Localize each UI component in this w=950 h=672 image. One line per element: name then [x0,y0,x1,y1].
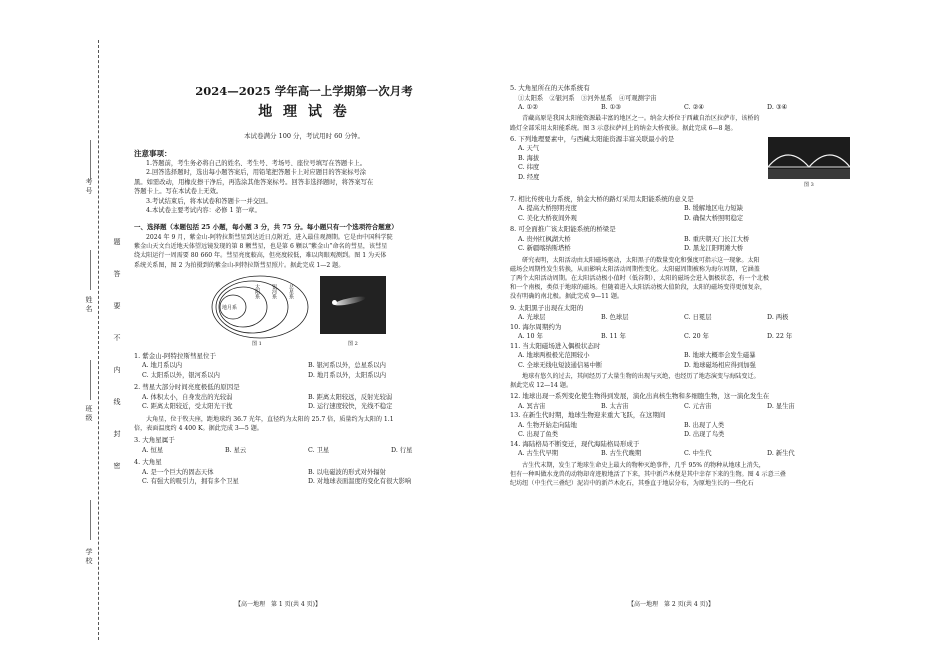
intro-line: 磁场会周期性发生转换，从而影响太阳活动周期性变化。太阳磁周期被称为海尔周期，它涵盖 [510,265,760,273]
intro-line: 纪坊纽（中生代三叠纪）泥岩中的新芦木化石，其垂直于地层分布，为原地生长的一些化石 [510,480,754,488]
question-stem: 11. 当太阳磁场进入偶极状态时 [510,341,601,350]
option-b[interactable]: B. 太古宙 [601,403,629,411]
intro-line: 路灯全部采用太阳能系统。图 3 示意拉萨河上的纳金大桥夜景。据此完成 6—8 题。 [510,124,737,132]
option-b[interactable]: B. 以电磁波的形式对外辐射 [308,468,386,476]
intro-line: 但有一种叫做水龙兽的动物却奇迹般地活了下来，其中新芦木便是其中幸存下来的生物。图 4 示意三叠 [510,471,786,479]
option-a[interactable]: A. 地月系以内 [142,362,183,370]
right-page [510,84,850,488]
subject-title: 地 理 试 卷 [258,104,350,120]
question-stem: 3. 大角星属于 [134,435,175,444]
notice-item: 2.回答选择题时，选出每小题答案后，用铅笔把答题卡上对应题目的答案标号涂 [146,169,367,177]
intro-line: 紫金山天文台近地天体望远镜发现的第 8 颗彗星，也是第 6 颗以“紫金山”命名的彗星，该彗星 [134,243,388,251]
notices-list [134,159,474,215]
option-d[interactable]: D. 22 年 [767,333,793,341]
intro-line: 绕太阳运行一周需要 80 660 年。彗星亮度較高，但亮度较低，难以肉眼观测到。图 1 为天体 [134,252,387,260]
exam-number-line [90,140,91,180]
school-label: 学校 [85,548,93,566]
question-stem: 6. 下列地理要素中，与西藏太阳能资源丰富关联最小的是 [510,134,675,143]
notice-item: 4.本试卷主要考试内容：必修 1 第一章。 [146,207,261,215]
binding-strip [0,0,121,672]
option-b[interactable]: B. 地球大概率会发生磁暴 [684,352,756,360]
notice-item: 3.考试结束后，将本试卷和答题卡一并交回。 [146,197,272,205]
option-d[interactable]: D. 地月系以外，太阳系以内 [308,371,387,379]
seal-char: 题 [113,238,121,247]
option-d[interactable]: D. 两极 [767,314,789,322]
sun-intro [510,256,850,302]
question-2 [134,383,474,411]
option-d[interactable]: D. 经度 [518,173,540,181]
option-b[interactable]: B. 缓解地区电力短缺 [684,205,744,213]
fig1-label-milky: 银河系 [271,283,277,299]
intro-line: 研究表明，太阳活动由太阳磁场驱动，太阳黑子的数量变化和强度可指示这一现象。太阳 [522,256,760,264]
question-8 [510,225,850,253]
option-d[interactable]: D. 确保大桥照明稳定 [684,214,744,222]
comet-tail [334,294,367,307]
intro-line: 倍，表面温度约 4 400 K。据此完成 3—5 题。 [134,424,263,432]
intro-line: 青藏高原是我国太阳能资源最丰富的地区之一。纳金大桥位于西藏自治区拉萨市，该桥的 [522,115,760,123]
option-c[interactable]: C. 全球无线电短波通信易中断 [518,361,603,369]
class-line [90,360,91,400]
seal-char: 答 [113,270,121,279]
figures-row [134,274,474,348]
option-d[interactable]: D. 行星 [391,446,413,454]
name-label: 姓名 [85,296,93,314]
notice-item: 黑。如需改动，用橡皮擦干净后，再选涂其他答案标号。回答非选择题时，将答案写在 [134,178,374,186]
option-a[interactable]: A. 10 年 [518,333,543,341]
option-c[interactable]: C. 有强大的吸引力，拥有多个卫星 [142,477,239,485]
figure-3-caption: 图 3 [804,181,814,188]
option-c[interactable]: C. 元古宙 [684,403,712,411]
intro-line: 地球有悠久的过去，其间经历了大量生物的出现与灭绝，也经历了地态演变与海陆变迁。 [522,373,760,381]
option-a[interactable]: A. 提高大桥照明亮度 [518,205,577,213]
extinction-intro [510,461,850,489]
option-b[interactable]: B. 距离太阳较远，反射光较弱 [308,393,393,401]
intro-line: 大角星，位于牧夫座，距地球约 36.7 光年，直径约为太阳的 25.7 倍，质量约为太阳的 1.1 [146,415,394,423]
question-stem: 12. 地球出现一系列变化使生物得到发展，演化出真核生物和多细胞生物，这一演化发生在 [510,392,770,401]
option-a[interactable]: A. 古生代早期 [518,450,559,458]
seal-char: 线 [113,398,121,407]
score-line: 本试卷满分 100 分，考试用时 60 分钟。 [244,132,364,140]
option-d[interactable]: D. 出现了鸟类 [684,431,725,439]
earth-intro [510,372,850,390]
seal-char: 内 [113,366,121,375]
star-intro [134,415,474,433]
notices-heading: 注意事项： [134,149,172,158]
option-b[interactable]: B. 色球层 [601,314,629,322]
comet-head [332,300,337,305]
footer-left: 【高一地理 第 1 页(共 4 页)】 [235,601,321,608]
figure-2-comet-photo [320,276,386,334]
intro-line: 2024 年 9 月，紫金山-阿特拉斯彗星到达近日点附近，进入最佳观测期。它是由中国科学院 [146,233,393,241]
question-stem: 8. 可全面推广该太阳能系统的桥梁是 [510,225,616,234]
question-6 [510,135,850,193]
question-stem: 1. 紫金山-阿特拉斯彗星位于 [134,351,216,360]
option-c[interactable]: C. 美化大桥夜间外观 [518,214,577,222]
option-c[interactable]: C. 20 年 [684,333,709,341]
question-stem: 7. 相比传统电力系统，纳金大桥的路灯采用太阳能系统的意义是 [510,194,694,203]
class-label: 班级 [85,405,93,423]
option-c[interactable]: C. 新疆喀纳斯塔桥 [518,245,571,253]
option-c[interactable]: C. 卫星 [308,446,330,454]
fig1-label-total: 总星系 [288,283,294,299]
option-b[interactable]: B. 重庆朝天门长江大桥 [684,235,750,243]
question-12 [510,392,850,411]
question-items: ①太阳系 ②银河系 ③河外星系 ④可观测宇宙 [518,94,657,102]
bridge-arches [768,137,850,179]
binding-dash-line [98,40,99,640]
intro-line: 和一个南极，类似于地球的磁场。但随着进入太阳活动极大值阶段，太阳的磁场变得更加复杂， [510,284,766,292]
option-c[interactable]: C. 太阳系以外，银河系以内 [142,371,220,379]
option-a[interactable]: A. 恒星 [142,446,164,454]
intro-line: 系统关系图，图 2 为拍摄到的紫金山-阿特拉斯彗星照片。据此完成 1—2 题。 [134,261,345,269]
question-14 [510,440,850,459]
name-line [90,250,91,290]
option-c[interactable]: C. 纬度 [518,164,540,172]
question-9 [510,304,850,323]
question-stem: 2. 彗星大部分时间亮度极低的原因是 [134,383,240,392]
option-a[interactable]: A. 贵州红枫湖大桥 [518,235,571,243]
option-a[interactable]: A. 生物开始走向陆地 [518,422,577,430]
option-c[interactable]: C. 距离太阳较近，受太阳光干扰 [142,403,233,411]
notice-item: 1.答题前，考生务必将自己的姓名、考生号、考场号、座位号填写在答题卡上。 [146,160,367,167]
option-a[interactable]: A. 光球层 [518,314,546,322]
fig1-label-solar: 太阳系 [254,283,260,299]
question-11 [510,342,850,370]
question-13 [510,411,850,439]
option-d[interactable]: D. 黑龙江阳明滩大桥 [684,245,744,253]
option-c[interactable]: C. ②④ [684,104,704,111]
intro-line: 没有明确的南北极。据此完成 9—11 题。 [510,293,624,301]
question-1 [134,352,474,380]
question-4 [134,458,474,486]
option-d[interactable]: D. 运行速度较快，光线不稳定 [308,403,393,411]
option-c[interactable]: C. 日冕层 [684,314,712,322]
comet-intro [134,233,474,270]
exam-number-label: 考号 [85,178,93,196]
seal-char: 封 [113,430,121,439]
option-a[interactable]: A. 地球两极极光范围较小 [518,352,590,360]
question-5 [510,84,850,112]
option-b[interactable]: B. 星云 [225,446,247,454]
notice-item: 答题卡上。写在本试卷上无效。 [134,188,223,196]
option-b[interactable]: B. 海拔 [518,154,540,162]
option-b[interactable]: B. 银河系以外，总星系以内 [308,362,386,370]
intro-line: 古生代末期，发生了地球生命史上最大的物种灭绝事件，几乎 95% 的物种从地球上消失， [522,461,765,469]
school-line [90,500,91,540]
option-a[interactable]: A. 是一个巨大的固态天体 [142,468,214,476]
option-d[interactable]: D. 显生宙 [767,403,795,411]
question-stem: 13. 在新生代时期，地球生物迎来重大飞跃，在这期间 [510,411,666,420]
footer-right: 【高一地理 第 2 页(共 4 页)】 [628,601,714,608]
question-stem: 10. 海尔周期约为 [510,322,562,331]
option-d[interactable]: D. 对地球表面温度的变化有很大影响 [308,477,412,485]
fig1-label-earth-moon: 地月系 [222,304,238,311]
section1-heading: 一、选择题（本题包括 25 小题，每小题 3 分，共 75 分。每小题只有一个选项符合题意） [134,223,398,232]
option-b[interactable]: B. 古生代晚期 [601,450,642,458]
question-stem: 9. 太阳黑子出现在太阳的 [510,303,584,312]
question-3 [134,436,474,455]
question-stem: 14. 海陆格局不断变迁，现代海陆格局形成于 [510,439,640,448]
question-7 [510,195,850,223]
exam-title: 2024—2025 学年高一上学期第一次月考 [195,84,413,98]
option-c[interactable]: C. 出现了鱼类 [518,431,559,439]
figure-2-caption: 图 2 [348,340,358,347]
tibet-intro [510,114,850,132]
option-b[interactable]: B. 出现了人类 [684,422,725,430]
intro-line: 了两个太阳活动周期。在太阳活动极小值时（低谷期），太阳的磁场会进入偶极状态，有一个北极 [510,275,769,283]
question-stem: 5. 大角星所在的天体系统有 [510,84,590,92]
question-10 [510,323,850,342]
figure-1-caption: 图 1 [252,340,262,347]
seal-char: 不 [113,334,121,343]
figure-3-bridge-photo [768,137,850,179]
left-page [134,84,474,486]
option-d[interactable]: D. 地球磁场相应得到加强 [684,361,756,369]
option-a[interactable]: A. 体积太小，自身发出的光较弱 [142,393,233,401]
option-a[interactable]: A. 天气 [518,145,540,153]
option-a[interactable]: A. ①② [518,104,538,111]
option-c[interactable]: C. 中生代 [684,450,712,458]
option-d[interactable]: D. ③④ [767,104,788,111]
seal-char: 密 [113,462,121,471]
seal-char: 要 [113,302,121,311]
question-stem: 4. 大角星 [134,457,162,466]
option-a[interactable]: A. 冥古宙 [518,403,546,411]
intro-line: 据此完成 12—14 题。 [510,382,573,390]
option-b[interactable]: B. ①③ [601,104,621,111]
option-d[interactable]: D. 新生代 [767,450,795,458]
option-b[interactable]: B. 11 年 [601,333,626,341]
